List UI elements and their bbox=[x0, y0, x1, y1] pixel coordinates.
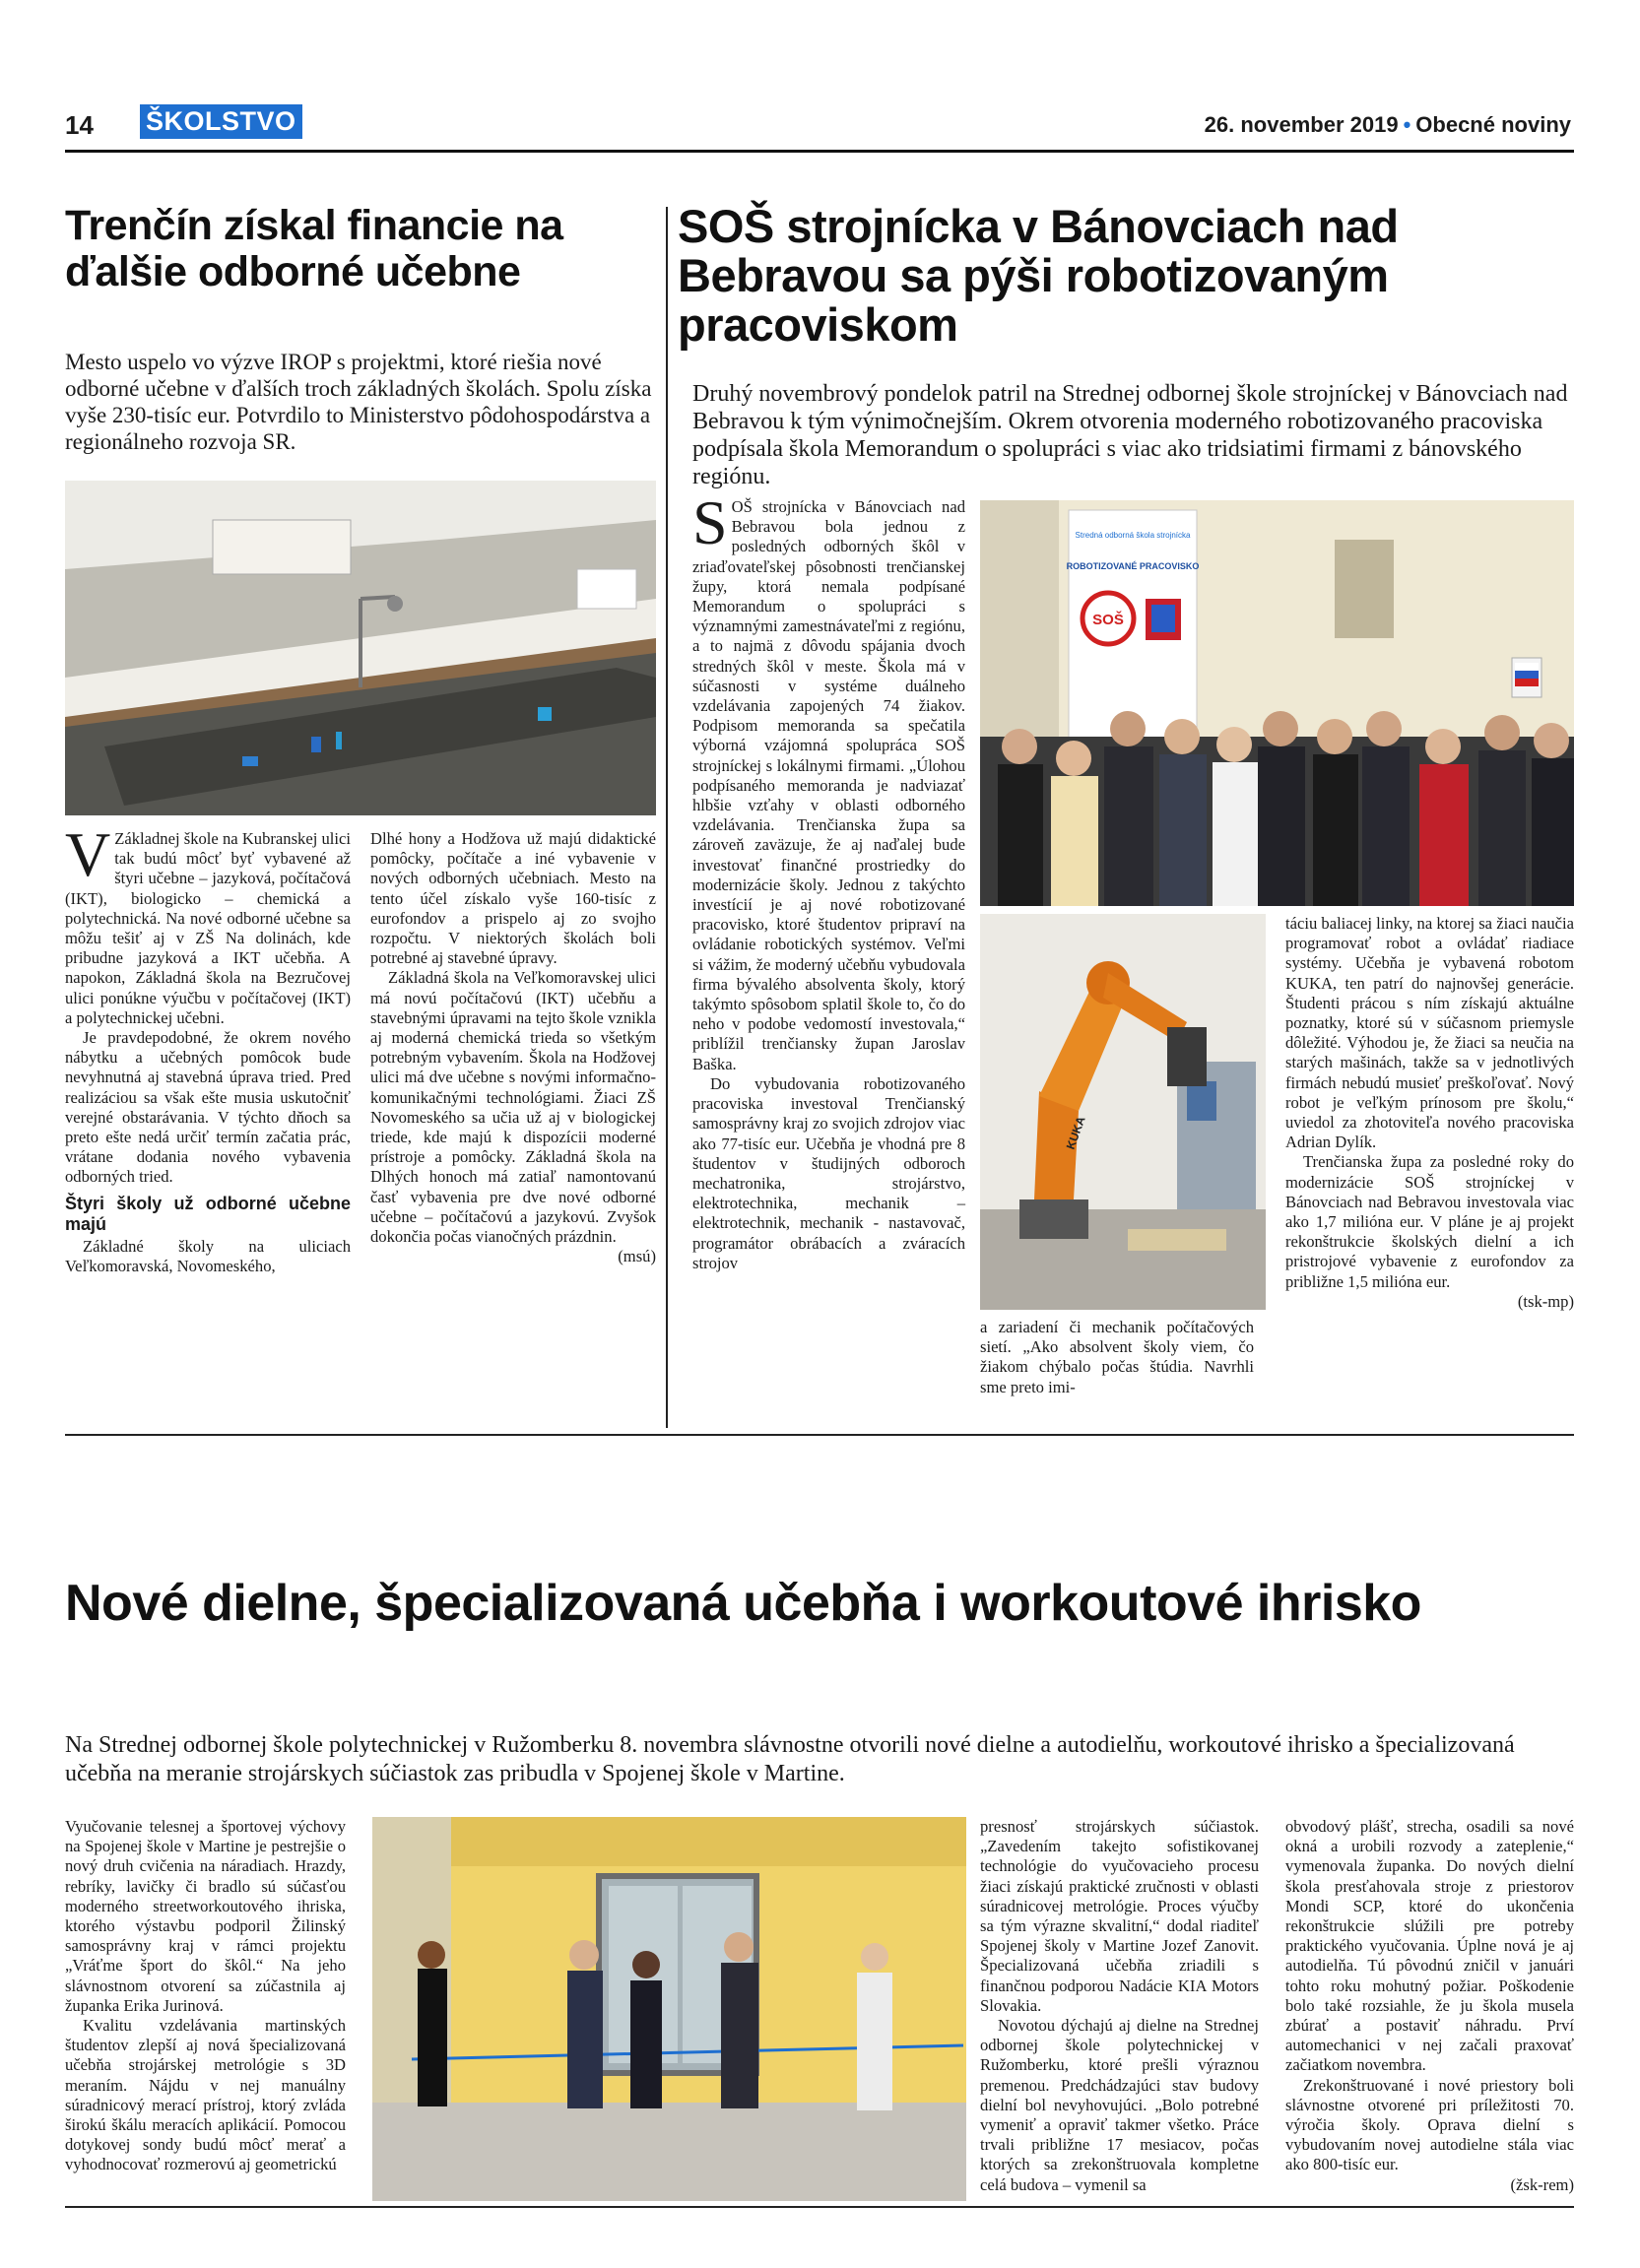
author-signature: (tsk-mp) bbox=[1517, 1291, 1574, 1311]
author-signature: (msú) bbox=[618, 1247, 656, 1266]
robot-illustration bbox=[980, 914, 1266, 1310]
paragraph: Zrekonštruované i nové priestory boli slávnostne otvorené pri príležitosti 70. výročia školy. Oprava dielní s vybudovaním novej autodielne stála viac ako 800-tisíc eur. bbox=[1285, 2075, 1574, 2174]
page-bottom-rule bbox=[65, 2206, 1574, 2208]
paragraph: presnosť strojárskych súčiastok. „Zavedením takejto sofistikovanej technológie do vyučovacieho procesu žiaci získajú praktické zručnosti v oblasti súradnicovej metrológie. Proces výučby sa tým výrazne skvalitní,“ dodal riaditeľ Spojenej školy v Martine Jozef Zanovit. Špecializovaná učebňa zriadili s finančnou podporou Nadácie KIA Motors Slovakia. bbox=[980, 1817, 1259, 2015]
banner-line1: Stredná odborná škola strojnícka bbox=[1075, 531, 1191, 540]
kuka-robot-photo bbox=[980, 914, 1266, 1310]
robot-brand-label: KUKA bbox=[1063, 1114, 1088, 1152]
people-group bbox=[980, 711, 1574, 906]
paragraph: táciu baliacej linky, na ktorej sa žiaci naučia programovať robot a ovládať riadiace systémy. Učebňa je vybavená robotom KUKA, ten patrí do najnovšej generácie. Študenti prácou s ním získajú aktuálne poznatky, ktoré sú v súčasnom priemysle dôležité. Výhodou je, že žiaci sa neučia na starých mašinách, takže sa v jednotlivých firmách nebudú musieť preškoľovať. Nový robot je veľkým prínosom pre školu,“ uviedol za zhotoviteľa nového pracoviska Adrian Dylík. bbox=[1285, 914, 1574, 1152]
column-divider bbox=[666, 207, 668, 1428]
memorandum-group-photo bbox=[980, 500, 1574, 906]
group-illustration bbox=[980, 500, 1574, 906]
subheading: Štyri školy už odborné učebne majú bbox=[65, 1193, 351, 1234]
paragraph: a zariadení či mechanik počítačových sietí. „Ako absolvent školy viem, čo žiakom chýbalo počas štúdia. Navrhli sme preto imi- bbox=[980, 1318, 1254, 1396]
publication-name: Obecné noviny bbox=[1415, 112, 1571, 137]
article2-column-3 bbox=[1285, 914, 1574, 1312]
paragraph: Vyučovanie telesnej a športovej výchovy na Spojenej škole v Martine je pestrejšie o nový druh cvičenia na náradiach. Hrazdy, rebríky, lavičky či bradlo sú súčasťou moderného streetworkoutového ihriska, ktorého výstavbu podporil Žilinský samosprávny kraj v rámci projektu „Vráťme šport do škôl.“ Na jeho slávnostnom otvorení sa zúčastnila aj županka Erika Jurinová. bbox=[65, 1817, 346, 2015]
banner-logo: SOŠ bbox=[1092, 612, 1124, 628]
article3-headline: Nové dielne, špecializovaná učebňa i workoutové ihrisko bbox=[65, 1575, 1421, 1632]
section-label: ŠKOLSTVO bbox=[140, 104, 302, 139]
paragraph: Základné školy na uliciach Veľkomoravská, Novomeského, bbox=[65, 1236, 351, 1275]
paragraph: Základnej škole na Kubranskej ulici tak budú môcť byť vybavené až štyri učebne – jazyková, počítačová (IKT), biologicko – chemická a polytechnická. Na nové odborné učebne sa môžu tešiť aj v ZŠ Na dolinách, kde pribudne jazyková a IKT učebňa. A napokon, Základná škola na Bezručovej ulici ponúkne výučbu v počítačovej (IKT) a polytechnickej učebni. bbox=[65, 829, 351, 1027]
ribbon-cutting-illustration bbox=[372, 1817, 966, 2201]
classroom-photo bbox=[65, 481, 656, 815]
paragraph: Dlhé hony a Hodžova už majú didaktické pomôcky, počítače a iné vybavenie v nových odborných učebniach. Mesto na tento účel získalo vyše 160-tisíc z eurofondov a prispelo aj zo svojho rozpočtu. V niektorých školách boli potrebné aj stavebné úpravy. bbox=[370, 829, 656, 968]
article3-column-1 bbox=[65, 1817, 346, 2175]
page-number: 14 bbox=[65, 110, 94, 140]
article3-lead: Na Strednej odbornej škole polytechnickej v Ružomberku 8. novembra slávnostne otvorili nové dielne a autodielňu, workoutové ihrisko a špecializovaná učebňa na meranie strojárskych súčiastok zas pribudla v Spojenej škole v Martine. bbox=[65, 1732, 1515, 1786]
article1-headline: Trenčín získal financie na ďalšie odborné učebne bbox=[65, 202, 563, 295]
dropcap: S bbox=[692, 487, 728, 557]
article2-column-1 bbox=[692, 487, 965, 1273]
author-signature: (žsk-rem) bbox=[1510, 2174, 1574, 2194]
paragraph: OŠ strojnícka v Bánovciach nad Bebravou bola jednou z posledných odborných škôl v zriaďovateľskej pôsobnosti trenčianskej župy, ktorá nemala podpísané Memorandum o spolupráci s významnými zamestnávateľmi z regiónu, a to najmä z dôvodu spájania dvoch stredných škôl v meste. Škola má v súčasnosti v systéme duálneho vzdelávania zapojených 74 žiakov. Podpisom memoranda sa spečatila výborná vzájomná spolupráca SOŠ strojníckej s lokálnymi firmami. „Úlohou podpísaného memoranda je nadviazať hlbšie vzťahy v oblasti odborného vzdelávania. Trenčianska župa sa zároveň zaväzuje, že aj naďalej bude investovať finančné prostriedky do modernizácie školy. Jednou z takýchto investícií je aj nové robotizované pracovisko, ktoré študentov pripraví na ovládanie robotických systémov. Veľmi si vážim, že moderný učebňu vybudovala firma bývalého absolventa školy, ktorý takýmto spôsobom splatil škole to, čo do neho v podobe vedomostí investovala,“ priblížil trenčiansky župan Jaroslav Baška. bbox=[692, 497, 965, 1073]
article3-column-2 bbox=[980, 1817, 1259, 2195]
paragraph: Novotou dýchajú aj dielne na Strednej odbornej škole polytechnickej v Ružomberku, ktoré prešli výraznou premenou. Predchádzajúci stav budovy dielní bol nevyhovujúci. „Bolo potrebné vymeniť a opraviť takmer všetko. Práce trvali približne 17 mesiacov, počas ktorých sa zrekonštruovala kompletne celá budova – vymenil sa bbox=[980, 2016, 1259, 2194]
separator-dot: • bbox=[1403, 112, 1411, 137]
paragraph: Je pravdepodobné, že okrem nového nábytku a učebných pomôcok bude nevyhnutná aj stavebná úprava tried. Pred realizáciou sa však ešte musia uskutočniť verejné obstarávania. V týchto dňoch sa preto ešte nedá určiť termín začatia prác, vrátane dodania nového vybavenia odborných tried. bbox=[65, 1028, 351, 1187]
article3-column-3 bbox=[1285, 1817, 1574, 2195]
ribbon-cutting-photo bbox=[372, 1817, 966, 2201]
paragraph: Do vybudovania robotizovaného pracoviska investoval Trenčianský samosprávny kraj zo svojich zdrojov viac ako 77-tisíc eur. Učebňa je vhodná pre 8 študentov v študijných odboroch mechatronika, strojárstvo, elektrotechnika, mechanik – elektrotechnik, mechanik - nastavovač, programátor obrábacích a zváracích strojov bbox=[692, 1073, 965, 1272]
article1-column-1 bbox=[65, 819, 351, 1276]
article2-headline: SOŠ strojnícka v Bánovciach nad Bebravou sa pýši robotizovaným pracoviskom bbox=[678, 200, 1399, 351]
article1-column-2 bbox=[370, 829, 656, 1266]
header-rule bbox=[65, 150, 1574, 153]
article1-lead: Mesto uspelo vo výzve IROP s projektmi, ktoré riešia nové odborné učebne v ďalších troch základných školách. Spolu získa vyše 230-tisíc eur. Potvrdilo to Ministerstvo pôdohospodárstva a regionálneho rozvoja SR. bbox=[65, 350, 652, 454]
banner-line2: ROBOTIZOVANÉ PRACOVISKO bbox=[1066, 561, 1200, 571]
article2-column-2 bbox=[980, 1318, 1254, 1397]
dropcap: V bbox=[65, 819, 111, 889]
article-divider bbox=[65, 1434, 1574, 1436]
classroom-illustration bbox=[65, 481, 656, 815]
paragraph: Kvalitu vzdelávania martinských študentov zlepší aj nová špecializovaná učebňa strojárskej metrológie s 3D meraním. Nájdu v nej manuálny súradnicový merací prístroj, ktorý zvláda širokú škálu meracích aplikácií. Pomocou dotykovej sondy budú môcť merať a vyhodnocovať rozmerovú aj geometrickú bbox=[65, 2016, 346, 2174]
paragraph: obvodový plášť, strecha, osadili sa nové okná a urobili rozvody a zateplenie,“ vymenovala županka. Do nových dielní škola presťahovala stroje z priestorov Mondi SCP, ktoré do ukončenia rekonštrukcie slúžili pre potreby praktického vyučovania. Úplne nová je aj autodielňa. Tú pôvodnú zničil v januári tohto roku mohutný požiar. Poškodenie bolo také rozsiahle, že ju škola musela zbúrať a postaviť náhradu. Prví automechanici v nej začali praxovať začiatkom novembra. bbox=[1285, 1817, 1574, 2075]
paragraph: Trenčianska župa za posledné roky do modernizácie SOŠ strojníckej v Bánovciach nad Bebravou investovala viac ako 1,7 milióna eur. V pláne je aj projekt rekonštrukcie školských dielní a ich pristrojové vybavenie z eurofondov za približne 1,5 milióna eur. bbox=[1285, 1152, 1574, 1291]
masthead-info bbox=[1205, 112, 1571, 138]
paragraph: Základná škola na Veľkomoravskej ulici má novú počítačovú (IKT) učebňu a stavebnými úpravami na tejto škole vznikla aj moderná chemická trieda so všetkým potrebným vybavením. Škola na Hodžovej ulici má dve učebne s novými informačno-komunikačnými technológiami. Žiaci ZŠ Novomeského sa učia už aj v biologickej triede, kde majú k dispozícii moderné prístroje a pomôcky. Základná škola na Dlhých honoch má zatiaľ namontovanú časť vybavenia pre dve nové odborné učebne – počítačovú a jazykovú. Zvyšok dokončia počas vianočných prázdnin. bbox=[370, 968, 656, 1247]
article2-lead: Druhý novembrový pondelok patril na Strednej odbornej škole strojníckej v Bánovciach nad Bebravou k tým výnimočnejším. Okrem otvorenia moderného robotizovaného pracoviska podpísala škola Memorandum o spolupráci s viac ako tridsiatimi firmami z bánovského regiónu. bbox=[692, 381, 1568, 489]
issue-date: 26. november 2019 bbox=[1204, 112, 1399, 137]
